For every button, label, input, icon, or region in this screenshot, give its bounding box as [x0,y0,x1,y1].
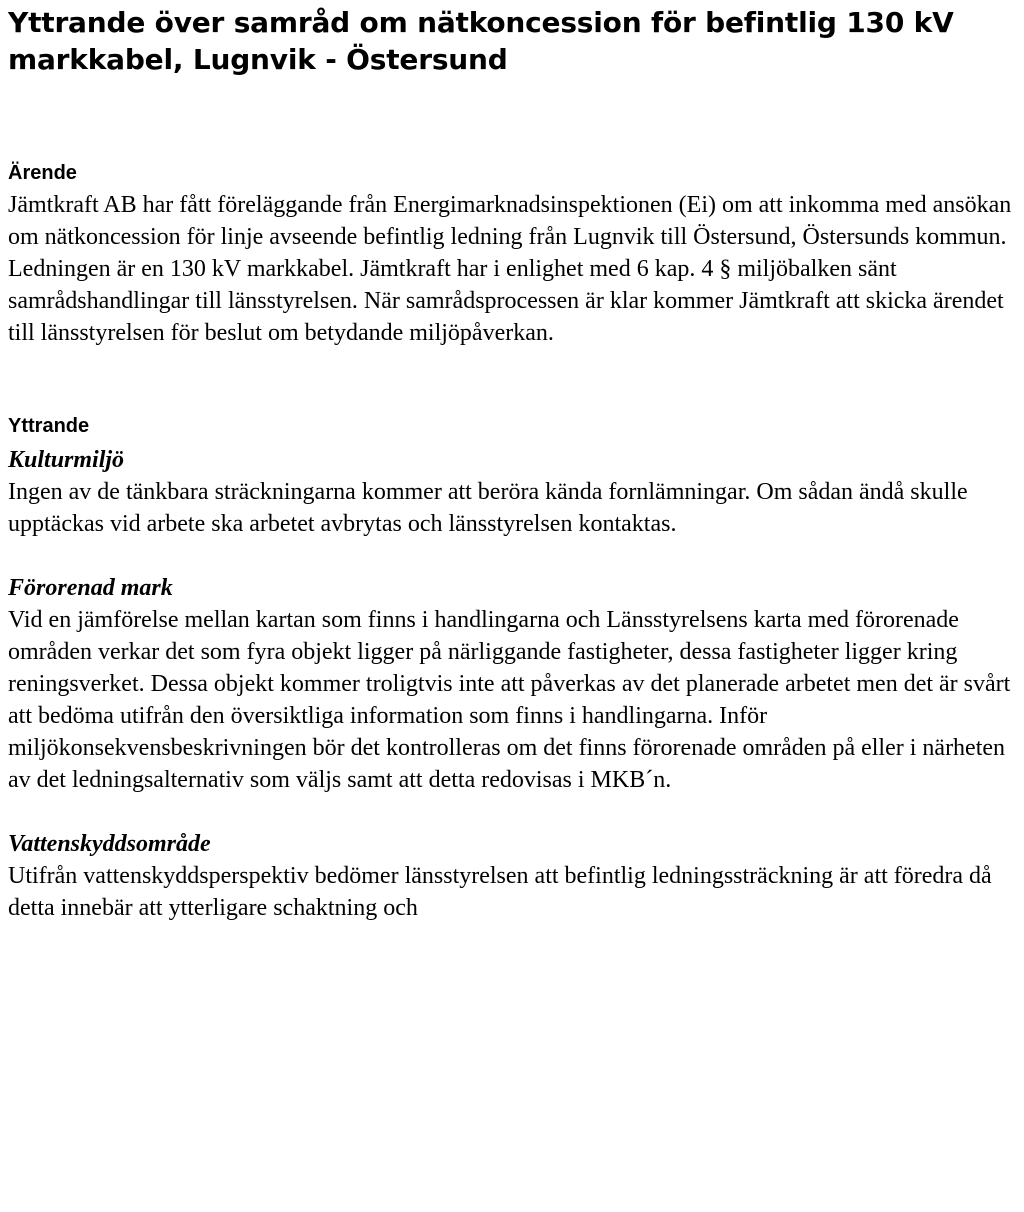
fororenad-mark-heading: Förorenad mark [8,575,173,601]
fororenad-mark-paragraph: Vid en jämförelse mellan kartan som finns i handlingarna och Länsstyrelsens karta med förorenade områden verkar det som fyra objekt ligger på närliggande fastigheter, dessa fastigheter ligger kring reningsverket. Dessa objekt kommer troligtvis inte att påverkas av det planerade arbetet men det är svårt att bedöma utifrån den översiktliga information som finns i handlingarna. Inför miljökonsekvensbeskrivningen bör det kontrolleras om det finns förorenade områden på eller i närheten av det ledningsalternativ som väljs samt att detta redovisas i MKB´n. [8,607,1011,793]
arende-paragraph: Jämtkraft AB har fått föreläggande från Energimarknadsinspektionen (Ei) om att inkomma med ansökan om nätkoncession för linje avseende befintlig ledning från Lugnvik till Östersund, Östersunds kommun. Ledningen är en 130 kV markkabel. Jämtkraft har i enlighet med 6 kap. 4 § miljöbalken sänt samrådshandlingar till länsstyrelsen. När samrådsprocessen är klar kommer Jämtkraft att skicka ärendet till länsstyrelsen för beslut om betydande miljöpåverkan. [8,192,1012,346]
kulturmiljo-paragraph: Ingen av de tänkbara sträckningarna kommer att beröra kända fornlämningar. Om sådan ändå skulle upptäckas vid arbete ska arbetet avbrytas och länsstyrelsen kontaktas. [8,479,968,537]
document-page [8,0,1014,924]
vattenskyddsomrade-paragraph: Utifrån vattenskyddsperspektiv bedömer länsstyrelsen att befintlig ledningssträckning är att föredra då detta innebär att ytterligare schaktning och [8,863,992,921]
document-title: Yttrande över samråd om nätkoncession för befintlig 130 kV markkabel, Lugnvik - Östersund [8,6,954,76]
yttrande-heading: Yttrande [8,415,90,437]
kulturmiljo-heading: Kulturmiljö [8,447,125,473]
arende-heading: Ärende [8,162,77,184]
vattenskyddsomrade-heading: Vattenskyddsområde [8,831,211,857]
